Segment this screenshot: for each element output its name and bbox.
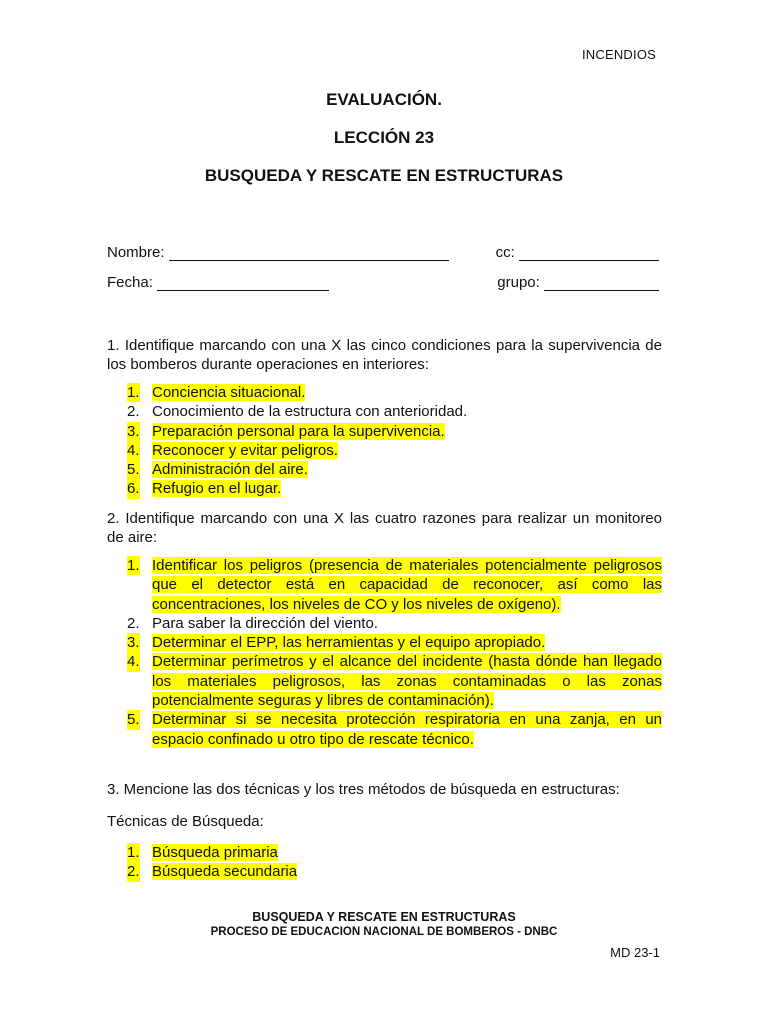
question-1 xyxy=(107,336,662,499)
list-item[interactable]: 6. Refugio en el lugar. xyxy=(127,480,282,498)
grupo-field[interactable] xyxy=(544,276,659,291)
question-3-subheading: Técnicas de Búsqueda: xyxy=(107,813,264,830)
section-header: INCENDIOS xyxy=(581,47,656,62)
footer-title: BUSQUEDA Y RESCATE EN ESTRUCTURAS xyxy=(252,910,516,924)
list-item[interactable]: 2. Para saber la dirección del viento. xyxy=(127,614,378,632)
page-number: MD 23-1 xyxy=(610,945,660,960)
list-item[interactable]: 1. Búsqueda primaria xyxy=(127,844,278,861)
nombre-label: Nombre: xyxy=(107,244,165,261)
list-item[interactable]: 1. Conciencia situacional. xyxy=(127,384,306,401)
list-item[interactable]: 1. Identificar los peligros (presencia de materiales potencialmente peligrosos que el detector está en capacidad de reconocer, así como las concentraciones, los niveles de CO y los niveles de oxígeno). xyxy=(127,557,662,613)
question-1-list xyxy=(107,383,662,499)
title-block xyxy=(0,90,768,186)
list-item[interactable]: 3. Preparación personal para la supervivencia. xyxy=(127,422,445,440)
list-item[interactable]: 5. Administración del aire. xyxy=(127,461,308,479)
question-1-text: 1. Identifique marcando con una X las cinco condiciones para la supervivencia de los bomberos durante operaciones en interiores: xyxy=(107,337,662,373)
lesson-title: LECCIÓN 23 xyxy=(333,128,435,147)
question-2 xyxy=(107,509,662,749)
question-2-text: 2. Identifique marcando con una X las cuatro razones para realizar un monitoreo de aire: xyxy=(107,510,662,546)
fecha-label: Fecha: xyxy=(107,274,153,291)
page-title: EVALUACIÓN. xyxy=(326,90,442,109)
form-row-nombre xyxy=(107,244,659,264)
fecha-field[interactable] xyxy=(157,276,329,291)
footer-subtitle: PROCESO DE EDUCACION NACIONAL DE BOMBEROS - DNBC xyxy=(210,926,558,938)
list-item[interactable]: 2. Conocimiento de la estructura con anterioridad. xyxy=(127,403,468,421)
nombre-field[interactable] xyxy=(169,246,449,261)
list-item[interactable]: 3. Determinar el EPP, las herramientas y el equipo apropiado. xyxy=(127,634,546,652)
list-item[interactable]: 2. Búsqueda secundaria xyxy=(127,863,298,881)
cc-field[interactable] xyxy=(519,246,659,261)
cc-label: cc: xyxy=(495,244,515,261)
list-item[interactable]: 5. Determinar si se necesita protección respiratoria en una zanja, en un espacio confinado u otro tipo de rescate técnico. xyxy=(127,711,662,748)
question-2-list xyxy=(107,556,662,749)
footer xyxy=(0,910,768,939)
list-item[interactable]: 4. Determinar perímetros y el alcance del incidente (hasta dónde han llegado los materiales peligrosos, las zonas contaminadas o las zonas potencialmente seguras y libres de contaminación). xyxy=(127,653,662,710)
question-3 xyxy=(107,780,662,882)
form-row-fecha xyxy=(107,274,659,294)
question-3-list xyxy=(107,843,662,882)
grupo-label: grupo: xyxy=(497,274,540,291)
topic-title: BUSQUEDA Y RESCATE EN ESTRUCTURAS xyxy=(204,166,564,185)
list-item[interactable]: 4. Reconocer y evitar peligros. xyxy=(127,441,338,459)
question-3-text: 3. Mencione las dos técnicas y los tres métodos de búsqueda en estructuras: xyxy=(107,781,620,798)
